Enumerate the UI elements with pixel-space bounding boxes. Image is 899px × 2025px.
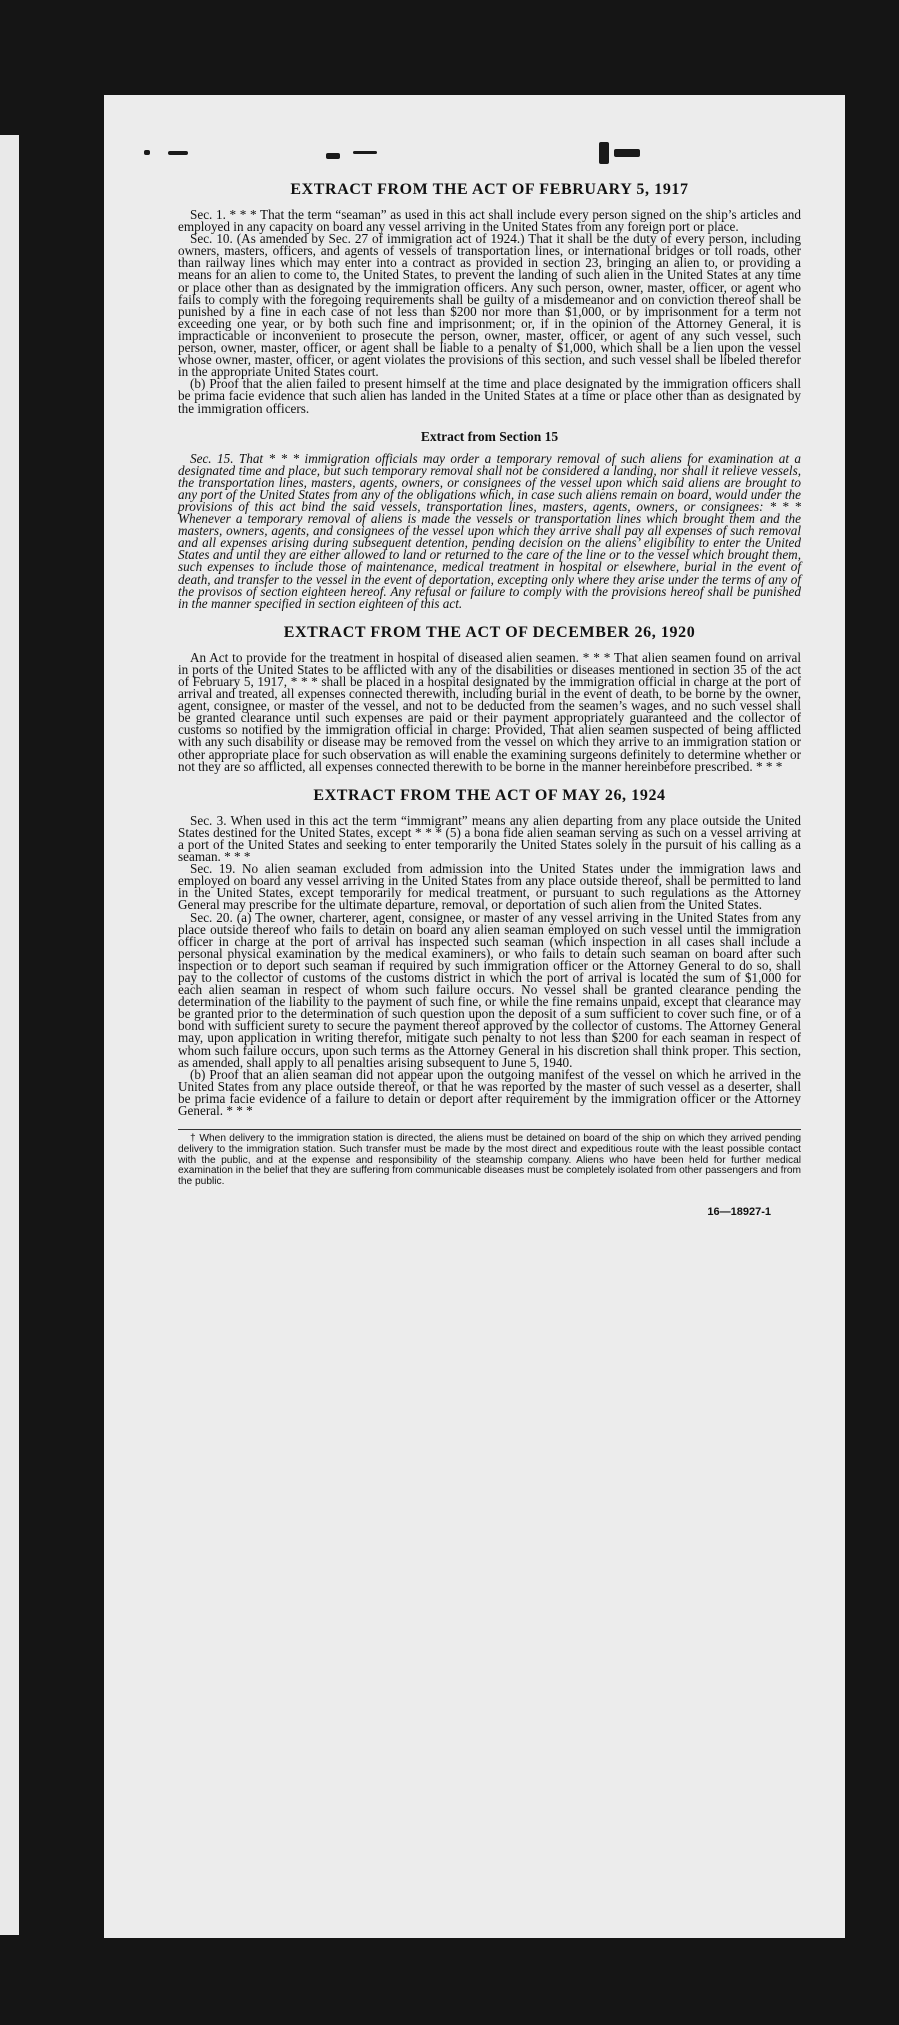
ink-mark (168, 151, 188, 155)
ink-mark (614, 149, 640, 157)
divider (178, 1129, 801, 1130)
paragraph: (b) Proof that an alien seaman did not appear upon the outgoing manifest of the vessel on which he arrived in the United States from any place outside thereof, or that he was reported by the master of such vessel as a deserter, shall be prima facie evidence of a failure to detain or deport after requirement by the immigration officer or the Attorney General. * * * (178, 1066, 801, 1118)
paragraph: Sec. 1. * * * That the term “seaman” as used in this act shall include every person signed on the ship’s articles and employed in any capacity on board any vessel arriving in the United States from any foreign port or place. (178, 207, 801, 235)
paragraph: Sec. 20. (a) The owner, charterer, agent, consignee, or master of any vessel arriving in the United States from any place outside thereof who fails to detain on board any alien seaman employed on such vessel until the immigration officer in charge at the port of arrival has inspected such seaman (which inspection in all cases shall include a personal physical examination by the medical examiners), or who fails to detain such seaman on board after such inspection or to deport such seaman if required by such immigration officer or the Attorney General to do so, shall pay to the collector of customs of the customs district in which the port of arrival is located the sum of $1,000 for each alien seaman in respect of whom such failure occurs. No vessel shall be granted clearance pending the determination of the liability to the payment of such fine, or while the fine remains unpaid, except that clearance may be granted prior to the determination of such question upon the deposit of a sum sufficient to cover such fine, or of a bond with sufficient surety to secure the payment thereof approved by the collector of customs. The Attorney General may, upon application in writing therefor, mitigate such penalty to not less than $200 for each seaman in respect of whom such failure occurs, upon such terms as the Attorney General in his discretion shall think proper. This section, as amended, shall apply to all penalties arising subsequent to June 5, 1940. (178, 909, 801, 1070)
paragraph: Sec. 10. (As amended by Sec. 27 of immigration act of 1924.) That it shall be the duty of every person, including owners, masters, officers, and agents of vessels of transportation lines, or international bridges or toll roads, other than railway lines which may enter into a contract as provided in section 23, bringing an alien to, or providing a means for an alien to come to, the United States, to prevent the landing of such alien in the United States at any time or place other than as designated by the immigration officers. Any such person, owner, master, officer, or agent who fails to comply with the foregoing requirements shall be guilty of a misdemeanor and on conviction thereof shall be punished by a fine in each case of not less than $200 nor more than $1,000, or by imprisonment for a term not exceeding one year, or by both such fine and imprisonment; or, if in the opinion of the Attorney General, it is impracticable or inconvenient to prosecute the person, owner, master, officer, or agent of any such vessel, such person, owner, master, officer, or agent shall be liable to a penalty of $1,000, which shall be a lien upon the vessel whose owner, master, officer, or agent violates the provisions of this section, and such vessel shall be libeled therefor in the appropriate United States court. (178, 231, 801, 380)
form-code: 16—18927-1 (707, 1206, 771, 1219)
heading-act-1924: EXTRACT FROM THE ACT OF MAY 26, 1924 (313, 786, 666, 804)
paragraph: An Act to provide for the treatment in hospital of diseased alien seamen. * * * That alien seamen found on arrival in ports of the United States to be afflicted with any of the disabilities or diseases mentioned in section 35 of the act of February 5, 1917, * * * shall be placed in a hospital designated by the immigration official in charge at the port of arrival and treated, all expenses connected therewith, including burial in the event of death, to be borne by the owner, agent, consignee, or master of the vessel, and not to be deducted from the seamen’s wages, and no such vessel shall be granted clearance until such expenses are paid or their payment appropriately guaranteed and the collector of customs so notified by the immigration official in charge: Provided, That alien seamen suspected of being afflicted with any such disability or disease may be removed from the vessel on which they arrive to an immigration station or other appropriate place for such observation as will enable the examining surgeons definitely to determine whether or not they are so afflicted, all expenses connected therewith to be borne in the manner hereinbefore prescribed. * * * (178, 649, 801, 774)
adjacent-page-edge (0, 135, 19, 1935)
heading-act-1920: EXTRACT FROM THE ACT OF DECEMBER 26, 1920 (283, 623, 696, 641)
paragraph-italic: Sec. 15. That * * * immigration officials may order a temporary removal of such aliens for examination at a designated time and place, but such temporary removal shall not be considered a landing, nor shall it relieve vessels, the transportation lines, masters, agents, owners, or consignees of the vessel upon which said aliens are brought to any port of the United States from any of the obligations which, in case such aliens remain on board, would under the provisions of this act bind the said vessels, transportation lines, masters, agents, owners, or consignees: * * * Whenever a temporary removal of aliens is made the vessels or transportation lines which brought them and the masters, owners, agents, and consignees of the vessel upon which they arrive shall pay all expenses of such removal and all expenses arising during subsequent detention, pending decision on the aliens’ eligibility to enter the United States and until they are either allowed to land or returned to the care of the line or to the vessel which brought them, such expenses to include those of maintenance, medical treatment in hospital or elsewhere, burial in the event of death, and transfer to the vessel in the event of deportation, excepting only where they arise under the terms of any of the provisos of section eighteen hereof. Any refusal or failure to comply with the provisions hereof shall be punished in the manner specified in section eighteen of this act. (178, 450, 801, 611)
ink-marks (178, 95, 801, 173)
footnote: † When delivery to the immigration station is directed, the aliens must be detained on board of the ship on which they arrived pending delivery to the immigration station. Such transfer must be made by the most direct and expeditious route with the least possible contact with the public, and at the expense and responsibility of the steamship company. Aliens who have been held for further medical examination in the belief that they are suffering from communicable diseases must be completely isolated from other passengers and from the public. (178, 1133, 801, 1188)
paragraph: Sec. 19. No alien seaman excluded from admission into the United States under the immigration laws and employed on board any vessel arriving in the United States from any place outside thereof, shall be permitted to land in the United States, except temporarily for medical treatment, or pursuant to such regulations as the Attorney General may prescribe for the ultimate departure, removal, or deportation of such alien from the United States. (178, 861, 801, 913)
paragraph: (b) Proof that the alien failed to present himself at the time and place designated by the immigration officers shall be prima facie evidence that such alien has landed in the United States at a time or place other than as designated by the immigration officers. (178, 376, 801, 416)
ink-mark (599, 142, 609, 164)
ink-mark (144, 150, 150, 155)
heading-section-15: Extract from Section 15 (420, 428, 559, 444)
ink-mark (353, 151, 377, 154)
ink-mark (326, 153, 340, 159)
paragraph: Sec. 3. When used in this act the term “immigrant” means any alien departing from any place outside the United States destined for the United States, except * * * (5) a bona fide alien seaman serving as such on a vessel arriving at a port of the United States and seeking to enter temporarily the United States solely in the pursuit of his calling as a seaman. * * * (178, 812, 801, 865)
heading-act-1917: EXTRACT FROM THE ACT OF FEBRUARY 5, 1917 (290, 181, 689, 198)
document-page (104, 95, 845, 1938)
